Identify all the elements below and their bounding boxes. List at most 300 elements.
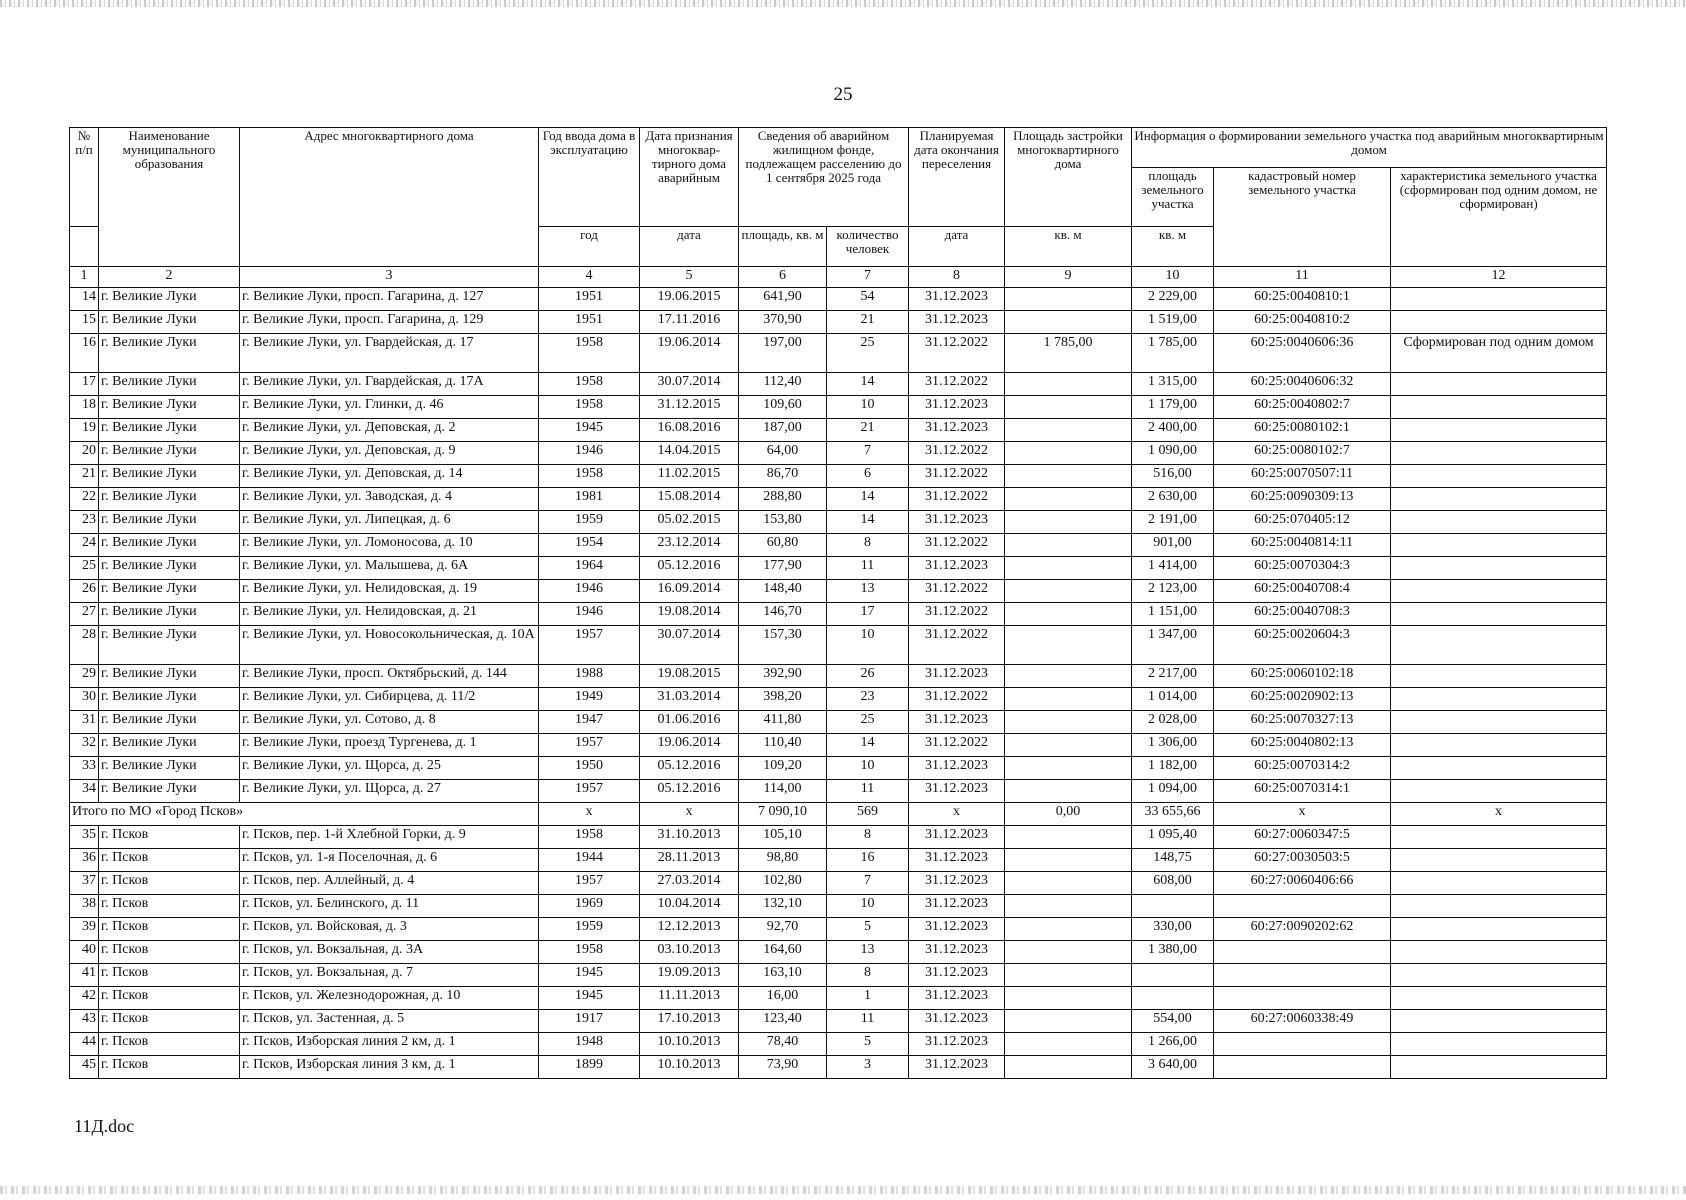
cell-recognition-date: 05.12.2016: [640, 757, 739, 780]
file-name: 11Д.doc: [74, 1116, 135, 1136]
cell-land-characteristic: [1391, 626, 1607, 665]
table-row: [70, 465, 1607, 488]
cell-row-number: 21: [70, 465, 99, 488]
cell-row-number: 20: [70, 442, 99, 465]
cell-area: 86,70: [739, 465, 827, 488]
cell-municipality: г. Великие Луки: [99, 442, 240, 465]
cell-municipality: г. Великие Луки: [99, 511, 240, 534]
cell-municipality: г. Псков: [99, 941, 240, 964]
cell-cadastral-number: 60:25:0040810:2: [1214, 311, 1391, 334]
cell-plan-date: 31.12.2023: [909, 1010, 1005, 1033]
cell-municipality: г. Псков: [99, 1010, 240, 1033]
total-cadastral: x: [1214, 803, 1391, 826]
total-people: 569: [827, 803, 909, 826]
cell-people-count: 17: [827, 603, 909, 626]
cell-recognition-date: 10.10.2013: [640, 1056, 739, 1079]
cell-building-area: [1005, 626, 1132, 665]
col-number: 5: [640, 267, 739, 288]
cell-cadastral-number: 60:25:0020604:3: [1214, 626, 1391, 665]
cell-plan-date: 31.12.2023: [909, 419, 1005, 442]
cell-plan-date: 31.12.2023: [909, 780, 1005, 803]
cell-land-area: 1 090,00: [1132, 442, 1214, 465]
total-date: x: [640, 803, 739, 826]
cell-plan-date: 31.12.2023: [909, 826, 1005, 849]
cell-recognition-date: 19.06.2015: [640, 288, 739, 311]
cell-plan-date: 31.12.2022: [909, 626, 1005, 665]
cell-people-count: 16: [827, 849, 909, 872]
cell-recognition-date: 27.03.2014: [640, 872, 739, 895]
cell-land-area: 1 380,00: [1132, 941, 1214, 964]
header-n-unit: [70, 227, 99, 267]
cell-plan-date: 31.12.2022: [909, 488, 1005, 511]
table-body-pskov: [70, 826, 1607, 1079]
cell-land-characteristic: [1391, 711, 1607, 734]
cell-address: г. Великие Луки, ул. Деповская, д. 14: [240, 465, 539, 488]
cell-plan-date: 31.12.2023: [909, 941, 1005, 964]
cell-recognition-date: 11.02.2015: [640, 465, 739, 488]
cell-cadastral-number: 60:25:070405:12: [1214, 511, 1391, 534]
cell-land-characteristic: [1391, 465, 1607, 488]
cell-cadastral-number: 60:25:0070507:11: [1214, 465, 1391, 488]
cell-building-area: [1005, 511, 1132, 534]
total-building-area: 0,00: [1005, 803, 1132, 826]
cell-plan-date: 31.12.2022: [909, 603, 1005, 626]
cell-row-number: 40: [70, 941, 99, 964]
cell-row-number: 37: [70, 872, 99, 895]
cell-recognition-date: 12.12.2013: [640, 918, 739, 941]
table-row: [70, 964, 1607, 987]
total-plan: x: [909, 803, 1005, 826]
cell-land-area: 2 191,00: [1132, 511, 1214, 534]
cell-recognition-date: 05.02.2015: [640, 511, 739, 534]
cell-municipality: г. Псков: [99, 826, 240, 849]
cell-area: 60,80: [739, 534, 827, 557]
cell-land-characteristic: [1391, 311, 1607, 334]
cell-plan-date: 31.12.2022: [909, 465, 1005, 488]
cell-recognition-date: 16.09.2014: [640, 580, 739, 603]
cell-recognition-date: 11.11.2013: [640, 987, 739, 1010]
cell-year: 1944: [539, 849, 640, 872]
cell-building-area: [1005, 419, 1132, 442]
cell-land-area: 1 095,40: [1132, 826, 1214, 849]
cell-year: 1958: [539, 396, 640, 419]
cell-area: 109,60: [739, 396, 827, 419]
cell-recognition-date: 17.11.2016: [640, 311, 739, 334]
cell-land-characteristic: [1391, 373, 1607, 396]
cell-plan-date: 31.12.2023: [909, 1056, 1005, 1079]
table-row: [70, 895, 1607, 918]
table-row: [70, 626, 1607, 665]
cell-cadastral-number: 60:25:0040606:36: [1214, 334, 1391, 373]
cell-people-count: 3: [827, 1056, 909, 1079]
cell-area: 102,80: [739, 872, 827, 895]
cell-address: г. Великие Луки, ул. Новосокольническая, д. 10А: [240, 626, 539, 665]
cell-year: 1958: [539, 334, 640, 373]
cell-municipality: г. Великие Луки: [99, 334, 240, 373]
cell-address: г. Великие Луки, ул. Гвардейская, д. 17А: [240, 373, 539, 396]
cell-municipality: г. Великие Луки: [99, 373, 240, 396]
table-row: [70, 872, 1607, 895]
cell-land-characteristic: [1391, 872, 1607, 895]
cell-land-area: 3 640,00: [1132, 1056, 1214, 1079]
cell-people-count: 13: [827, 941, 909, 964]
cell-land-characteristic: [1391, 603, 1607, 626]
cell-plan-date: 31.12.2023: [909, 711, 1005, 734]
cell-row-number: 24: [70, 534, 99, 557]
table-row: [70, 688, 1607, 711]
cell-municipality: г. Великие Луки: [99, 396, 240, 419]
cell-land-characteristic: [1391, 534, 1607, 557]
cell-plan-date: 31.12.2023: [909, 1033, 1005, 1056]
cell-people-count: 11: [827, 780, 909, 803]
cell-year: 1947: [539, 711, 640, 734]
cell-cadastral-number: 60:27:0060338:49: [1214, 1010, 1391, 1033]
cell-cadastral-number: 60:25:0080102:1: [1214, 419, 1391, 442]
unit-plan-date: дата: [909, 227, 1005, 267]
cell-area: 163,10: [739, 964, 827, 987]
cell-row-number: 35: [70, 826, 99, 849]
table-row: [70, 373, 1607, 396]
col-number: 2: [99, 267, 240, 288]
cell-building-area: [1005, 580, 1132, 603]
cell-building-area: [1005, 757, 1132, 780]
cell-recognition-date: 30.07.2014: [640, 373, 739, 396]
cell-cadastral-number: [1214, 941, 1391, 964]
cell-municipality: г. Великие Луки: [99, 688, 240, 711]
cell-year: 1917: [539, 1010, 640, 1033]
header-date-recognition: Дата признания многоквар-тирного дома аварийным: [640, 128, 739, 227]
cell-land-area: 1 414,00: [1132, 557, 1214, 580]
cell-plan-date: 31.12.2023: [909, 288, 1005, 311]
cell-land-characteristic: [1391, 665, 1607, 688]
table-row: [70, 780, 1607, 803]
cell-year: 1957: [539, 734, 640, 757]
cell-land-characteristic: [1391, 488, 1607, 511]
cell-land-area: 1 014,00: [1132, 688, 1214, 711]
total-year: x: [539, 803, 640, 826]
cell-area: 164,60: [739, 941, 827, 964]
cell-municipality: г. Великие Луки: [99, 711, 240, 734]
table-row: [70, 849, 1607, 872]
cell-address: г. Великие Луки, ул. Ломоносова, д. 10: [240, 534, 539, 557]
cell-land-area: 1 179,00: [1132, 396, 1214, 419]
cell-land-area: 901,00: [1132, 534, 1214, 557]
cell-address: г. Великие Луки, ул. Деповская, д. 2: [240, 419, 539, 442]
page-number: 25: [833, 84, 853, 105]
cell-land-area: 1 315,00: [1132, 373, 1214, 396]
cell-year: 1964: [539, 557, 640, 580]
cell-municipality: г. Великие Луки: [99, 665, 240, 688]
total-land-char: x: [1391, 803, 1607, 826]
cell-row-number: 27: [70, 603, 99, 626]
cell-area: 132,10: [739, 895, 827, 918]
cell-year: 1946: [539, 442, 640, 465]
cell-land-area: 2 123,00: [1132, 580, 1214, 603]
cell-row-number: 26: [70, 580, 99, 603]
table-row: [70, 534, 1607, 557]
table-row: [70, 396, 1607, 419]
cell-year: 1958: [539, 373, 640, 396]
cell-row-number: 25: [70, 557, 99, 580]
cell-land-area: [1132, 895, 1214, 918]
cell-land-area: 1 182,00: [1132, 757, 1214, 780]
cell-area: 105,10: [739, 826, 827, 849]
cell-recognition-date: 28.11.2013: [640, 849, 739, 872]
cell-people-count: 21: [827, 311, 909, 334]
cell-people-count: 14: [827, 511, 909, 534]
cell-people-count: 11: [827, 557, 909, 580]
cell-municipality: г. Псков: [99, 849, 240, 872]
cell-row-number: 34: [70, 780, 99, 803]
cell-address: г. Великие Луки, ул. Сибирцева, д. 11/2: [240, 688, 539, 711]
cell-building-area: [1005, 895, 1132, 918]
cell-year: 1946: [539, 603, 640, 626]
cell-area: 109,20: [739, 757, 827, 780]
cell-land-area: 608,00: [1132, 872, 1214, 895]
cell-land-area: 1 151,00: [1132, 603, 1214, 626]
cell-year: 1958: [539, 465, 640, 488]
cell-land-area: 2 217,00: [1132, 665, 1214, 688]
cell-cadastral-number: 60:25:0040814:11: [1214, 534, 1391, 557]
cell-area: 73,90: [739, 1056, 827, 1079]
cell-municipality: г. Великие Луки: [99, 488, 240, 511]
col-number: 11: [1214, 267, 1391, 288]
cell-cadastral-number: 60:25:0020902:13: [1214, 688, 1391, 711]
cell-recognition-date: 10.04.2014: [640, 895, 739, 918]
cell-cadastral-number: 60:25:0070327:13: [1214, 711, 1391, 734]
cell-municipality: г. Псков: [99, 895, 240, 918]
table-row: [70, 580, 1607, 603]
cell-plan-date: 31.12.2022: [909, 373, 1005, 396]
cell-municipality: г. Великие Луки: [99, 311, 240, 334]
cell-municipality: г. Великие Луки: [99, 780, 240, 803]
cell-cadastral-number: 60:25:0040708:4: [1214, 580, 1391, 603]
cell-building-area: [1005, 373, 1132, 396]
cell-row-number: 42: [70, 987, 99, 1010]
cell-address: г. Великие Луки, ул. Гвардейская, д. 17: [240, 334, 539, 373]
unit-land-sqm: кв. м: [1132, 227, 1214, 267]
col-number: 12: [1391, 267, 1607, 288]
cell-plan-date: 31.12.2022: [909, 734, 1005, 757]
cell-address: г. Псков, Изборская линия 2 км, д. 1: [240, 1033, 539, 1056]
table-row: [70, 826, 1607, 849]
col-number: 9: [1005, 267, 1132, 288]
cell-plan-date: 31.12.2023: [909, 757, 1005, 780]
cell-area: 110,40: [739, 734, 827, 757]
cell-plan-date: 31.12.2023: [909, 964, 1005, 987]
cell-area: 123,40: [739, 1010, 827, 1033]
cell-recognition-date: 31.10.2013: [640, 826, 739, 849]
cell-cadastral-number: 60:25:0070314:1: [1214, 780, 1391, 803]
cell-year: 1958: [539, 826, 640, 849]
cell-address: г. Великие Луки, ул. Деповская, д. 9: [240, 442, 539, 465]
cell-year: 1948: [539, 1033, 640, 1056]
cell-recognition-date: 31.03.2014: [640, 688, 739, 711]
cell-row-number: 39: [70, 918, 99, 941]
cell-cadastral-number: 60:25:0070304:3: [1214, 557, 1391, 580]
cell-municipality: г. Великие Луки: [99, 557, 240, 580]
cell-recognition-date: 23.12.2014: [640, 534, 739, 557]
cell-row-number: 33: [70, 757, 99, 780]
cell-address: г. Великие Луки, ул. Заводская, д. 4: [240, 488, 539, 511]
cell-plan-date: 31.12.2023: [909, 511, 1005, 534]
cell-people-count: 25: [827, 334, 909, 373]
cell-address: г. Великие Луки, ул. Глинки, д. 46: [240, 396, 539, 419]
cell-recognition-date: 31.12.2015: [640, 396, 739, 419]
col-number: 3: [240, 267, 539, 288]
cell-plan-date: 31.12.2023: [909, 872, 1005, 895]
cell-land-characteristic: [1391, 1033, 1607, 1056]
table-row: [70, 757, 1607, 780]
cell-area: 153,80: [739, 511, 827, 534]
cell-recognition-date: 17.10.2013: [640, 1010, 739, 1033]
cell-municipality: г. Великие Луки: [99, 757, 240, 780]
cell-land-characteristic: [1391, 688, 1607, 711]
cell-building-area: [1005, 465, 1132, 488]
table-total: [70, 803, 1607, 826]
cell-area: 64,00: [739, 442, 827, 465]
cell-land-characteristic: [1391, 1056, 1607, 1079]
cell-people-count: 8: [827, 964, 909, 987]
cell-building-area: [1005, 964, 1132, 987]
cell-municipality: г. Псков: [99, 872, 240, 895]
cell-plan-date: 31.12.2022: [909, 534, 1005, 557]
cell-recognition-date: 16.08.2016: [640, 419, 739, 442]
cell-year: 1957: [539, 872, 640, 895]
cell-building-area: [1005, 396, 1132, 419]
cell-municipality: г. Великие Луки: [99, 465, 240, 488]
cell-municipality: г. Великие Луки: [99, 626, 240, 665]
cell-land-characteristic: [1391, 442, 1607, 465]
cell-address: г. Великие Луки, ул. Малышева, д. 6А: [240, 557, 539, 580]
cell-people-count: 10: [827, 626, 909, 665]
cell-plan-date: 31.12.2022: [909, 688, 1005, 711]
cell-building-area: [1005, 941, 1132, 964]
cell-land-characteristic: [1391, 288, 1607, 311]
cell-building-area: [1005, 734, 1132, 757]
table-row: [70, 1033, 1607, 1056]
cell-address: г. Великие Луки, просп. Гагарина, д. 129: [240, 311, 539, 334]
cell-land-characteristic: [1391, 511, 1607, 534]
cell-municipality: г. Великие Луки: [99, 580, 240, 603]
cell-cadastral-number: 60:25:0040802:13: [1214, 734, 1391, 757]
cell-area: 98,80: [739, 849, 827, 872]
cell-address: г. Псков, ул. Белинского, д. 11: [240, 895, 539, 918]
cell-year: 1950: [539, 757, 640, 780]
cell-land-characteristic: [1391, 580, 1607, 603]
cell-cadastral-number: 60:25:0060102:18: [1214, 665, 1391, 688]
cell-people-count: 14: [827, 373, 909, 396]
cell-row-number: 44: [70, 1033, 99, 1056]
cell-cadastral-number: 60:27:0030503:5: [1214, 849, 1391, 872]
cell-building-area: [1005, 288, 1132, 311]
cell-people-count: 21: [827, 419, 909, 442]
cell-recognition-date: 05.12.2016: [640, 557, 739, 580]
cell-cadastral-number: 60:25:0070314:2: [1214, 757, 1391, 780]
cell-cadastral-number: 60:27:0060406:66: [1214, 872, 1391, 895]
cell-row-number: 22: [70, 488, 99, 511]
cell-cadastral-number: 60:25:0040810:1: [1214, 288, 1391, 311]
cell-land-characteristic: [1391, 918, 1607, 941]
cell-row-number: 31: [70, 711, 99, 734]
cell-area: 148,40: [739, 580, 827, 603]
cell-cadastral-number: 60:27:0060347:5: [1214, 826, 1391, 849]
cell-land-characteristic: [1391, 419, 1607, 442]
cell-land-area: 2 630,00: [1132, 488, 1214, 511]
cell-cadastral-number: [1214, 895, 1391, 918]
cell-people-count: 54: [827, 288, 909, 311]
resettlement-table: [69, 127, 1607, 1079]
cell-address: г. Великие Луки, ул. Нелидовская, д. 19: [240, 580, 539, 603]
cell-recognition-date: 19.09.2013: [640, 964, 739, 987]
cell-area: 16,00: [739, 987, 827, 1010]
header-address: Адрес многоквартирного дома: [240, 128, 539, 267]
cell-year: 1957: [539, 780, 640, 803]
col-number: 7: [827, 267, 909, 288]
cell-address: г. Псков, ул. Вокзальная, д. 3А: [240, 941, 539, 964]
table-row: [70, 665, 1607, 688]
cell-land-characteristic: [1391, 941, 1607, 964]
cell-municipality: г. Псков: [99, 987, 240, 1010]
cell-land-area: 1 094,00: [1132, 780, 1214, 803]
cell-area: 197,00: [739, 334, 827, 373]
cell-plan-date: 31.12.2023: [909, 396, 1005, 419]
cell-land-area: 554,00: [1132, 1010, 1214, 1033]
cell-area: 641,90: [739, 288, 827, 311]
cell-address: г. Псков, ул. Застенная, д. 5: [240, 1010, 539, 1033]
cell-land-area: 2 400,00: [1132, 419, 1214, 442]
cell-year: 1951: [539, 311, 640, 334]
cell-land-characteristic: [1391, 826, 1607, 849]
cell-address: г. Великие Луки, проезд Тургенева, д. 1: [240, 734, 539, 757]
cell-address: г. Великие Луки, просп. Октябрьский, д. 144: [240, 665, 539, 688]
cell-area: 177,90: [739, 557, 827, 580]
unit-date: дата: [640, 227, 739, 267]
cell-plan-date: 31.12.2022: [909, 442, 1005, 465]
header-cadastral: кадастровый номер земельного участка: [1214, 168, 1391, 267]
cell-address: г. Великие Луки, просп. Гагарина, д. 127: [240, 288, 539, 311]
header-land-char: характеристика земельного участка (сформирован под одним домом, не сформирован): [1391, 168, 1607, 267]
col-number: 1: [70, 267, 99, 288]
cell-cadastral-number: [1214, 1056, 1391, 1079]
header-n: № п/п: [70, 128, 99, 227]
cell-land-area: 1 266,00: [1132, 1033, 1214, 1056]
unit-building-sqm: кв. м: [1005, 227, 1132, 267]
cell-row-number: 14: [70, 288, 99, 311]
cell-area: 370,90: [739, 311, 827, 334]
cell-address: г. Псков, ул. Железнодорожная, д. 10: [240, 987, 539, 1010]
cell-land-area: [1132, 964, 1214, 987]
cell-land-area: 516,00: [1132, 465, 1214, 488]
cell-address: г. Псков, ул. 1-я Поселочная, д. 6: [240, 849, 539, 872]
cell-building-area: [1005, 711, 1132, 734]
cell-people-count: 7: [827, 872, 909, 895]
cell-area: 157,30: [739, 626, 827, 665]
cell-cadastral-number: [1214, 1033, 1391, 1056]
cell-plan-date: 31.12.2023: [909, 918, 1005, 941]
col-number: 10: [1132, 267, 1214, 288]
cell-plan-date: 31.12.2023: [909, 557, 1005, 580]
header-plan-date: Планируемая дата окончания переселения: [909, 128, 1005, 227]
cell-year: 1899: [539, 1056, 640, 1079]
cell-recognition-date: 10.10.2013: [640, 1033, 739, 1056]
cell-recognition-date: 01.06.2016: [640, 711, 739, 734]
cell-building-area: [1005, 1056, 1132, 1079]
cell-land-characteristic: [1391, 1010, 1607, 1033]
cell-people-count: 26: [827, 665, 909, 688]
cell-area: 112,40: [739, 373, 827, 396]
cell-municipality: г. Великие Луки: [99, 419, 240, 442]
